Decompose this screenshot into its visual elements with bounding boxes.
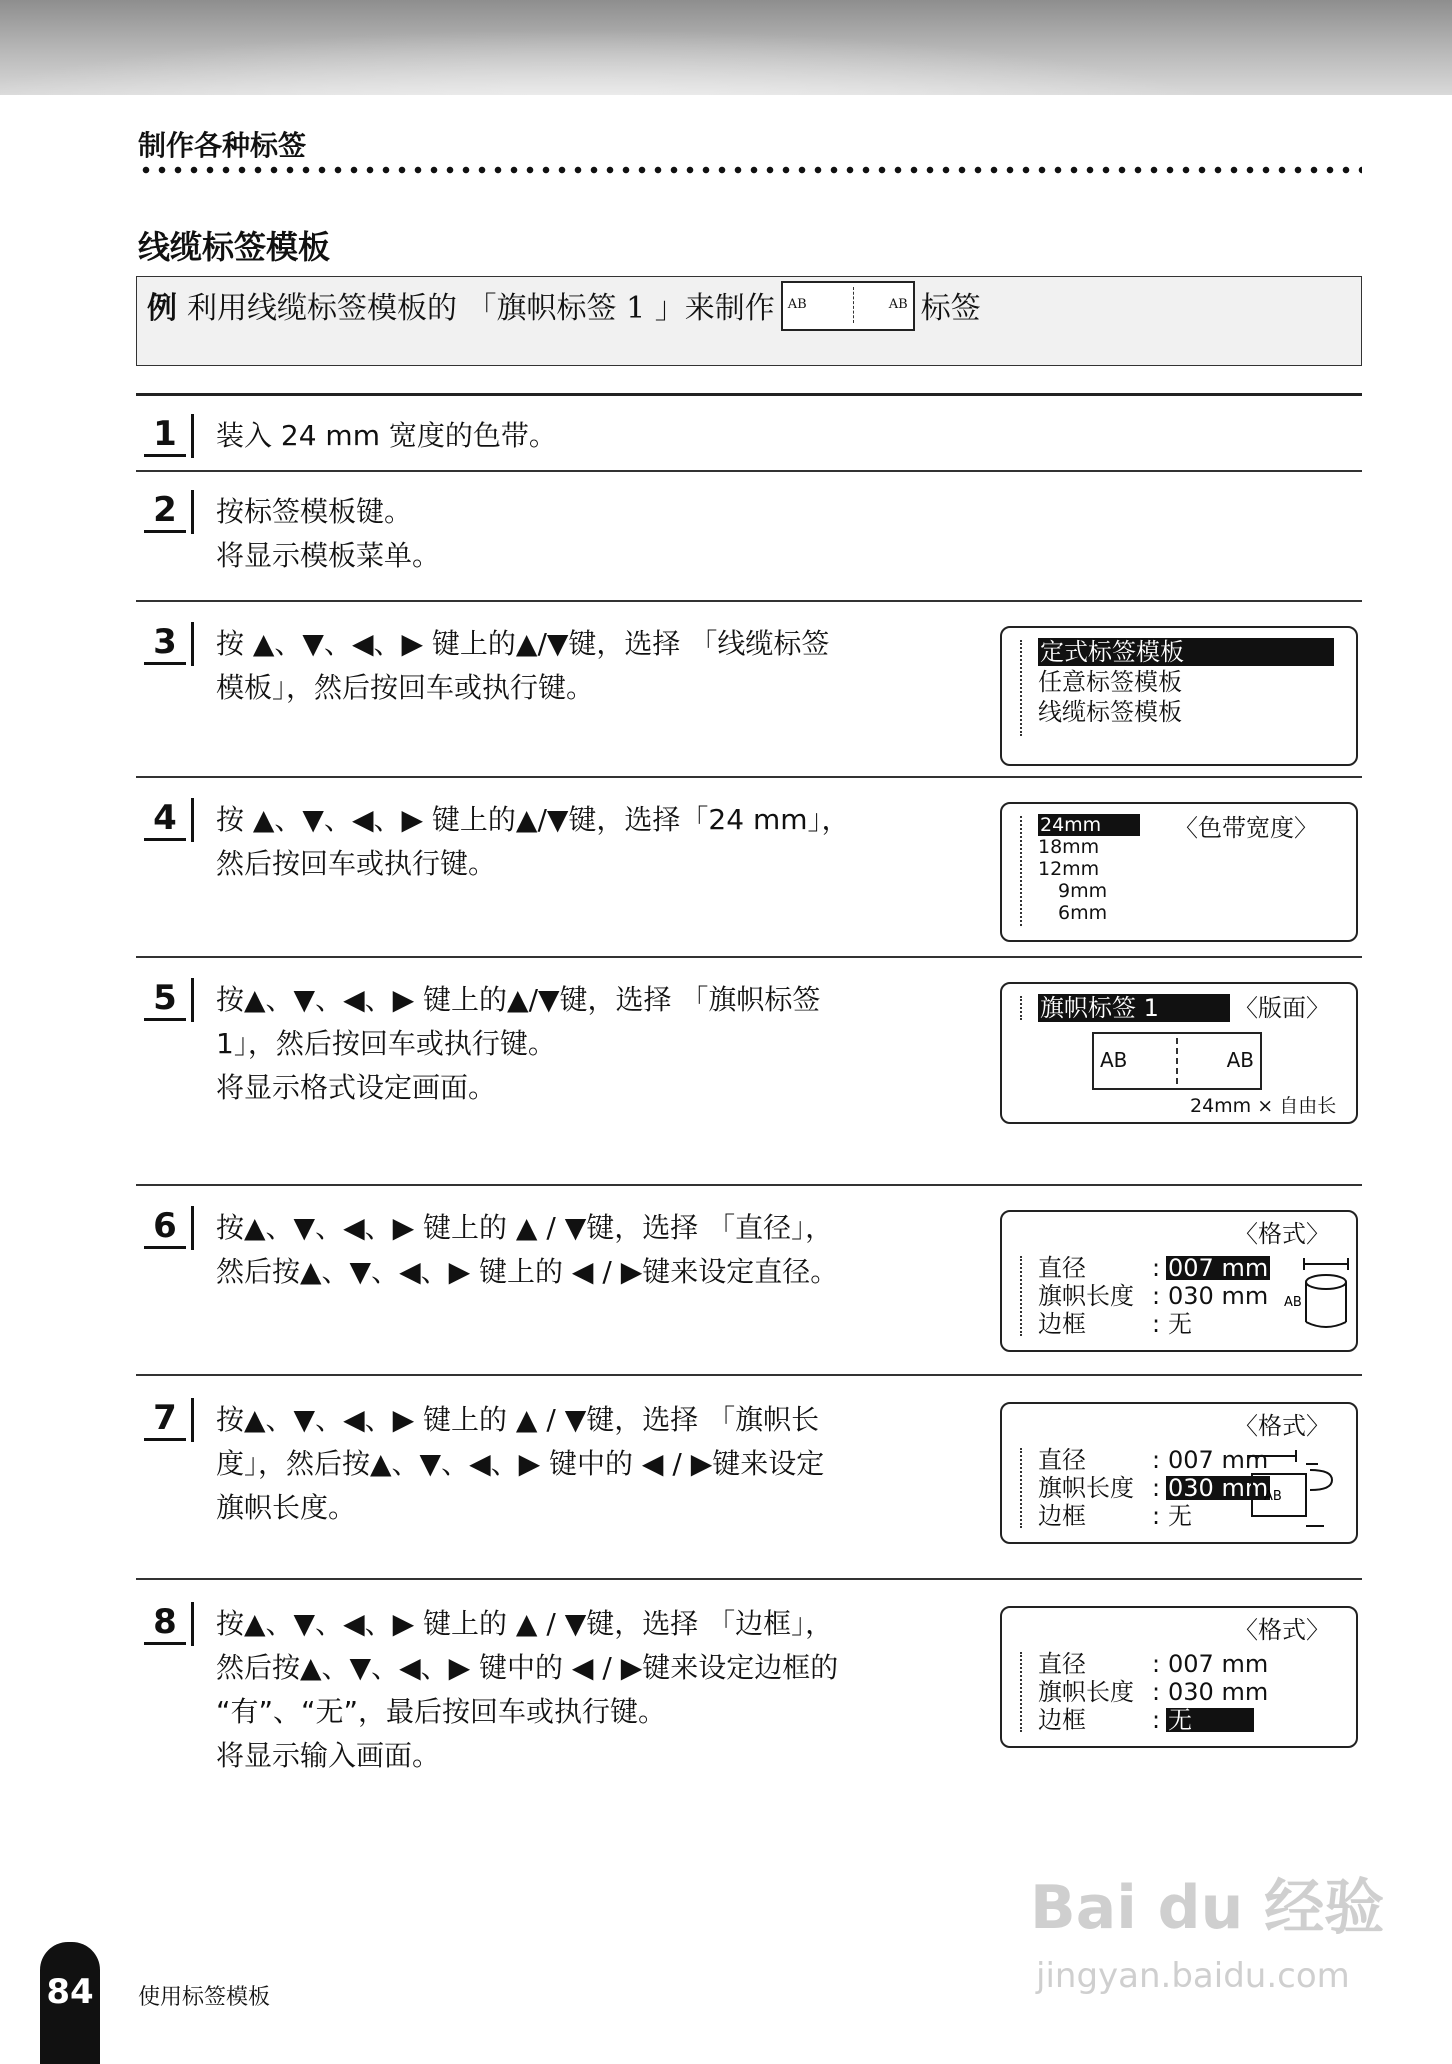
scroll-indicator: [1020, 1652, 1022, 1732]
lcd-row: 任意标签模板: [1038, 668, 1182, 696]
divider: [136, 1374, 1362, 1376]
lcd-title: 〈格式〉: [1234, 1616, 1330, 1644]
example-text-before: 利用线缆标签模板的 「旗帜标签 1 」来制作: [187, 291, 775, 326]
step-line: 模板」，然后按回车或执行键。: [216, 671, 595, 704]
cut-line: [1176, 1038, 1178, 1084]
step-line: “有”、“无”，最后按回车或执行键。: [216, 1695, 667, 1728]
lcd-screen: [1000, 1210, 1358, 1352]
lcd-value-selected: 无: [1166, 1708, 1254, 1732]
label-layout-preview: [1092, 1032, 1262, 1090]
divider: [136, 1184, 1362, 1186]
step-line: 将显示输入画面。: [216, 1739, 441, 1772]
lcd-value: 无: [1168, 1502, 1192, 1530]
divider: [136, 393, 1362, 396]
lcd-row: 直径: [1038, 1650, 1086, 1678]
step-line: 按▲、▼、◀、▶ 键上的 ▲ / ▼键，选择 「旗帜长: [216, 1403, 820, 1436]
step-number: 7: [144, 1398, 186, 1441]
lcd-screen: [1000, 1606, 1358, 1748]
divider: [136, 776, 1362, 778]
lcd-value-selected: 030 mm: [1168, 1474, 1269, 1502]
watermark-url: jingyan.baidu.com: [1036, 1956, 1350, 1996]
step-line: 按 ▲、▼、◀、▶ 键上的▲/▼键，选择 「线缆标签: [216, 627, 830, 660]
step-4: [136, 792, 1362, 942]
step-number: 8: [144, 1602, 186, 1645]
lcd-screen: [1000, 802, 1358, 942]
label-preview: [781, 281, 915, 331]
step-text: [216, 490, 1116, 578]
lcd-row: 直径: [1038, 1254, 1086, 1282]
scroll-indicator: [1020, 640, 1022, 736]
step-5: [136, 972, 1362, 1172]
layout-right-text: AB: [1226, 1048, 1254, 1072]
step-7: [136, 1392, 1362, 1572]
step-8: [136, 1596, 1362, 1796]
lcd-row: 边框: [1038, 1310, 1086, 1338]
scroll-indicator: [1020, 1256, 1022, 1336]
lcd-row: 9mm: [1058, 880, 1108, 902]
lcd-value: 007 mm: [1168, 1650, 1269, 1678]
lcd-title: 〈格式〉: [1234, 1412, 1330, 1440]
lcd-value: 030 mm: [1168, 1678, 1269, 1706]
lcd-title: 〈色带宽度〉: [1174, 814, 1318, 842]
lcd-row: 线缆标签模板: [1038, 698, 1182, 726]
svg-text:AB: AB: [1284, 1295, 1302, 1310]
step-line: 按标签模板键。: [216, 495, 413, 528]
lcd-colon: :: [1152, 1502, 1161, 1530]
lcd-row: 边框: [1038, 1706, 1086, 1734]
step-line: 装入 24 mm 宽度的色带。: [216, 419, 557, 452]
step-1: [136, 408, 1362, 468]
lcd-row-selected: 24mm: [1038, 814, 1140, 836]
lcd-colon: :: [1152, 1650, 1161, 1678]
label-preview-right: AB: [888, 297, 908, 312]
scroll-indicator: [1020, 996, 1022, 1020]
step-line: 然后按▲、▼、◀、▶ 键中的 ◀ / ▶键来设定边框的: [216, 1651, 839, 1684]
layout-left-text: AB: [1100, 1048, 1128, 1072]
step-number: 5: [144, 978, 186, 1021]
lcd-colon: :: [1152, 1474, 1161, 1502]
lcd-row-selected: 定式标签模板: [1038, 638, 1334, 666]
label-preview-left: AB: [787, 297, 807, 312]
lcd-colon: :: [1152, 1282, 1161, 1310]
lcd-colon: :: [1152, 1678, 1161, 1706]
lcd-row: 6mm: [1058, 902, 1108, 924]
example-text-after: 标签: [920, 291, 981, 326]
step-line: 将显示模板菜单。: [216, 539, 441, 572]
watermark-brand: Bai du 经验: [1030, 1873, 1385, 1943]
lcd-row: 旗帜长度: [1038, 1678, 1134, 1706]
step-line: 然后按▲、▼、◀、▶ 键上的 ◀ / ▶键来设定直径。: [216, 1255, 839, 1288]
divider: [136, 1578, 1362, 1580]
step-line: 度」，然后按▲、▼、◀、▶ 键中的 ◀ / ▶键来设定: [216, 1447, 825, 1480]
page-subtitle: 线缆标签模板: [138, 228, 331, 266]
footer-title: 使用标签模板: [138, 1985, 271, 2010]
step-number: 3: [144, 622, 186, 665]
example-text: [147, 283, 981, 335]
lcd-value: 030 mm: [1168, 1282, 1269, 1310]
lcd-colon: :: [1152, 1310, 1161, 1338]
lcd-row: 旗帜长度: [1038, 1282, 1134, 1310]
step-line: 旗帜长度。: [216, 1491, 357, 1524]
lcd-screen: [1000, 626, 1358, 766]
page-number: 84: [40, 1942, 100, 2064]
section-header: 制作各种标签: [138, 129, 307, 162]
step-text: [216, 1206, 1116, 1294]
step-line: 按 ▲、▼、◀、▶ 键上的▲/▼键，选择「24 mm」，: [216, 803, 850, 836]
step-3: [136, 616, 1362, 776]
divider: [136, 470, 1362, 472]
step-number: 1: [144, 414, 186, 457]
step-line: 然后按回车或执行键。: [216, 847, 497, 880]
cut-line: [853, 287, 854, 323]
lcd-row: 18mm: [1038, 836, 1100, 858]
step-2: [136, 484, 1362, 584]
step-text: [216, 1398, 1116, 1530]
cable-diagram: [1284, 1258, 1352, 1338]
step-number: 6: [144, 1206, 186, 1249]
lcd-value-selected: 007 mm: [1168, 1254, 1269, 1282]
flag-diagram: [1248, 1450, 1356, 1530]
lcd-footer: 24mm × 自由长: [1190, 1095, 1337, 1117]
lcd-row: 旗帜长度: [1038, 1474, 1134, 1502]
step-text: [216, 1602, 1116, 1778]
example-tag: 例: [147, 291, 177, 326]
top-banner: [0, 0, 1452, 95]
step-line: 1」，然后按回车或执行键。: [216, 1027, 556, 1060]
example-box: [136, 276, 1362, 366]
step-line: 将显示格式设定画面。: [216, 1071, 497, 1104]
lcd-screen: [1000, 1402, 1358, 1544]
step-line: 按▲、▼、◀、▶ 键上的 ▲ / ▼键，选择 「边框」，: [216, 1607, 834, 1640]
lcd-title: 〈格式〉: [1234, 1220, 1330, 1248]
lcd-row: 直径: [1038, 1446, 1086, 1474]
lcd-title: 〈版面〉: [1234, 994, 1330, 1022]
step-number: 2: [144, 490, 186, 533]
step-6: [136, 1200, 1362, 1360]
lcd-colon: :: [1152, 1254, 1161, 1282]
lcd-row: 边框: [1038, 1502, 1086, 1530]
svg-text:AB: AB: [1264, 1489, 1282, 1504]
lcd-value: 无: [1168, 1310, 1192, 1338]
step-line: 按▲、▼、◀、▶ 键上的 ▲ / ▼键，选择 「直径」，: [216, 1211, 834, 1244]
lcd-row-selected: 旗帜标签 1: [1038, 994, 1230, 1022]
divider: [136, 600, 1362, 602]
lcd-colon: :: [1152, 1446, 1161, 1474]
step-text: [216, 978, 1116, 1110]
step-text: [216, 414, 1116, 458]
divider: [136, 956, 1362, 958]
dotted-divider: [138, 166, 1362, 174]
scroll-indicator: [1020, 816, 1022, 926]
lcd-value: 007 mm: [1168, 1446, 1269, 1474]
step-text: [216, 622, 1116, 710]
scroll-indicator: [1020, 1448, 1022, 1528]
step-text: [216, 798, 1116, 886]
lcd-row: 12mm: [1038, 858, 1100, 880]
step-line: 按▲、▼、◀、▶ 键上的▲/▼键，选择 「旗帜标签: [216, 983, 821, 1016]
lcd-colon: :: [1152, 1706, 1161, 1734]
lcd-screen: [1000, 982, 1358, 1124]
step-number: 4: [144, 798, 186, 841]
